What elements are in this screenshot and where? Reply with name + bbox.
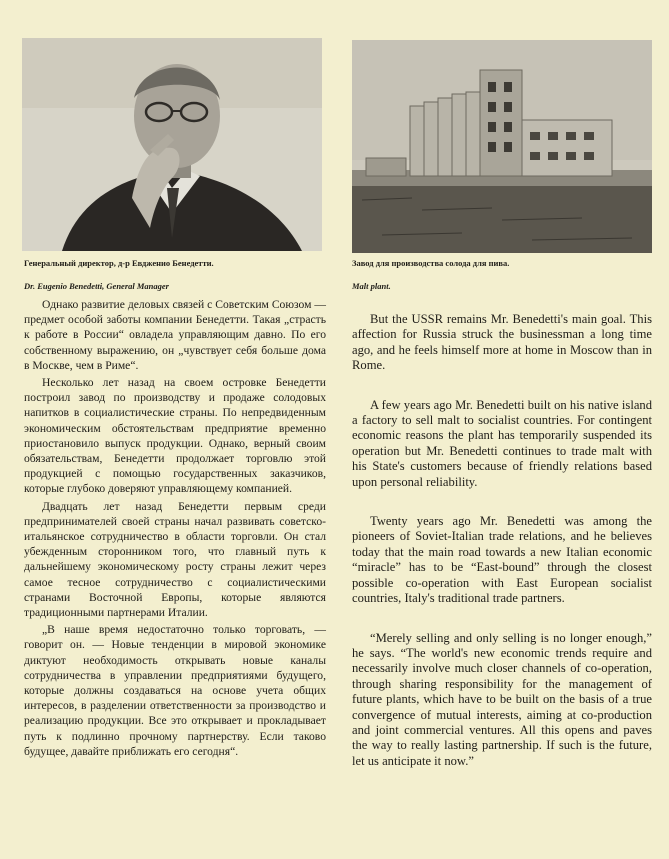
portrait-photo (22, 38, 322, 251)
malt-plant-photo (352, 40, 652, 253)
caption-left-russian: Генеральный директор, д-р Евдженио Бенедетти. (24, 258, 214, 268)
english-article-column (352, 312, 652, 793)
russian-paragraph: Однако развитие деловых связей с Советским Союзом — предмет особой заботы компании Бенедетти. Такая „страсть к работе в России“ овладела управляющим давно. По его собственному выражению, он „чувствует себя больше дома в Москве, чем в Риме“. (24, 298, 326, 372)
caption-right-english: Malt plant. (352, 281, 391, 291)
english-paragraph: Twenty years ago Mr. Benedetti was among the pioneers of Soviet-Italian trade relations, and he believes today that the main road towards a new Italian economic “miracle” has to be “East-bound” through the closest possible co-operation with East European socialist countries, Italy's traditional trade partners. (352, 514, 652, 606)
russian-paragraph: Двадцать лет назад Бенедетти первым среди предпринимателей своей страны начал развивать советско-итальянское сотрудничество в области торговли. Он стал убежденным сторонником того, что главный путь к дальнейшему экономическому росту страны лежит через самое тесное сотрудничество с социалистическими странами Восточной Европы, которые являются традиционными партнерами Италии. (24, 499, 326, 620)
caption-right-russian: Завод для производства солода для пива. (352, 258, 510, 268)
russian-paragraph: Несколько лет назад на своем островке Бенедетти построил завод по производству и продаже солодовых напитков в социалистические страны. По непредвиденным экономическим обстоятельствам предприятие временно приостановило выпуск продукции. Однако, верный своим обязательствам, Бенедетти продолжает торговлю этой продукцией с помощью государственных заказчиков, которые глубоко доверяют управляющему компанией. (24, 376, 326, 496)
portrait-illustration (22, 38, 322, 251)
english-paragraph: A few years ago Mr. Benedetti built on his native island a factory to sell malt to socialist countries. For contingent economic reasons the plant has temporarily suspended its operation but Mr. Benedetti continues to trade malt with his State's customers because of friendly relations based upon personal reliability. (352, 397, 652, 489)
english-paragraph: “Merely selling and only selling is no longer enough,” he says. “The world's new economic trends require and necessarily involve much closer channels of co-operation, through sharing responsibility for the management of future plants, which have to be built on the basis of a true convergence of mutual interests, aiming at co-production and joint commercial ventures. All this opens and paves the way to really lasting partnership. If such is the future, let us anticipate it now.” (352, 630, 652, 768)
english-paragraph: But the USSR remains Mr. Benedetti's main goal. This affection for Russia struck the businessman a long time ago, and he feels himself more at home in Moscow than in Rome. (352, 312, 652, 373)
russian-article-column (24, 297, 326, 761)
caption-left-english: Dr. Eugenio Benedetti, General Manager (24, 281, 169, 291)
malt-plant-illustration (352, 40, 652, 253)
russian-paragraph: „В наше время недостаточно только торговать, — говорит он. — Новые тенденции в мировой экономике диктуют необходимость открывать новые каналы сотрудничества в управлении предприятиями будущего, которые должны создаваться на основе учета общих интересов, в разделении ответственности за производство и реализацию продукции. Все это открывает и прокладывает путь к подлинно прочному партнерству. Если таково будущее, давайте приближать его сегодня“. (24, 623, 326, 758)
